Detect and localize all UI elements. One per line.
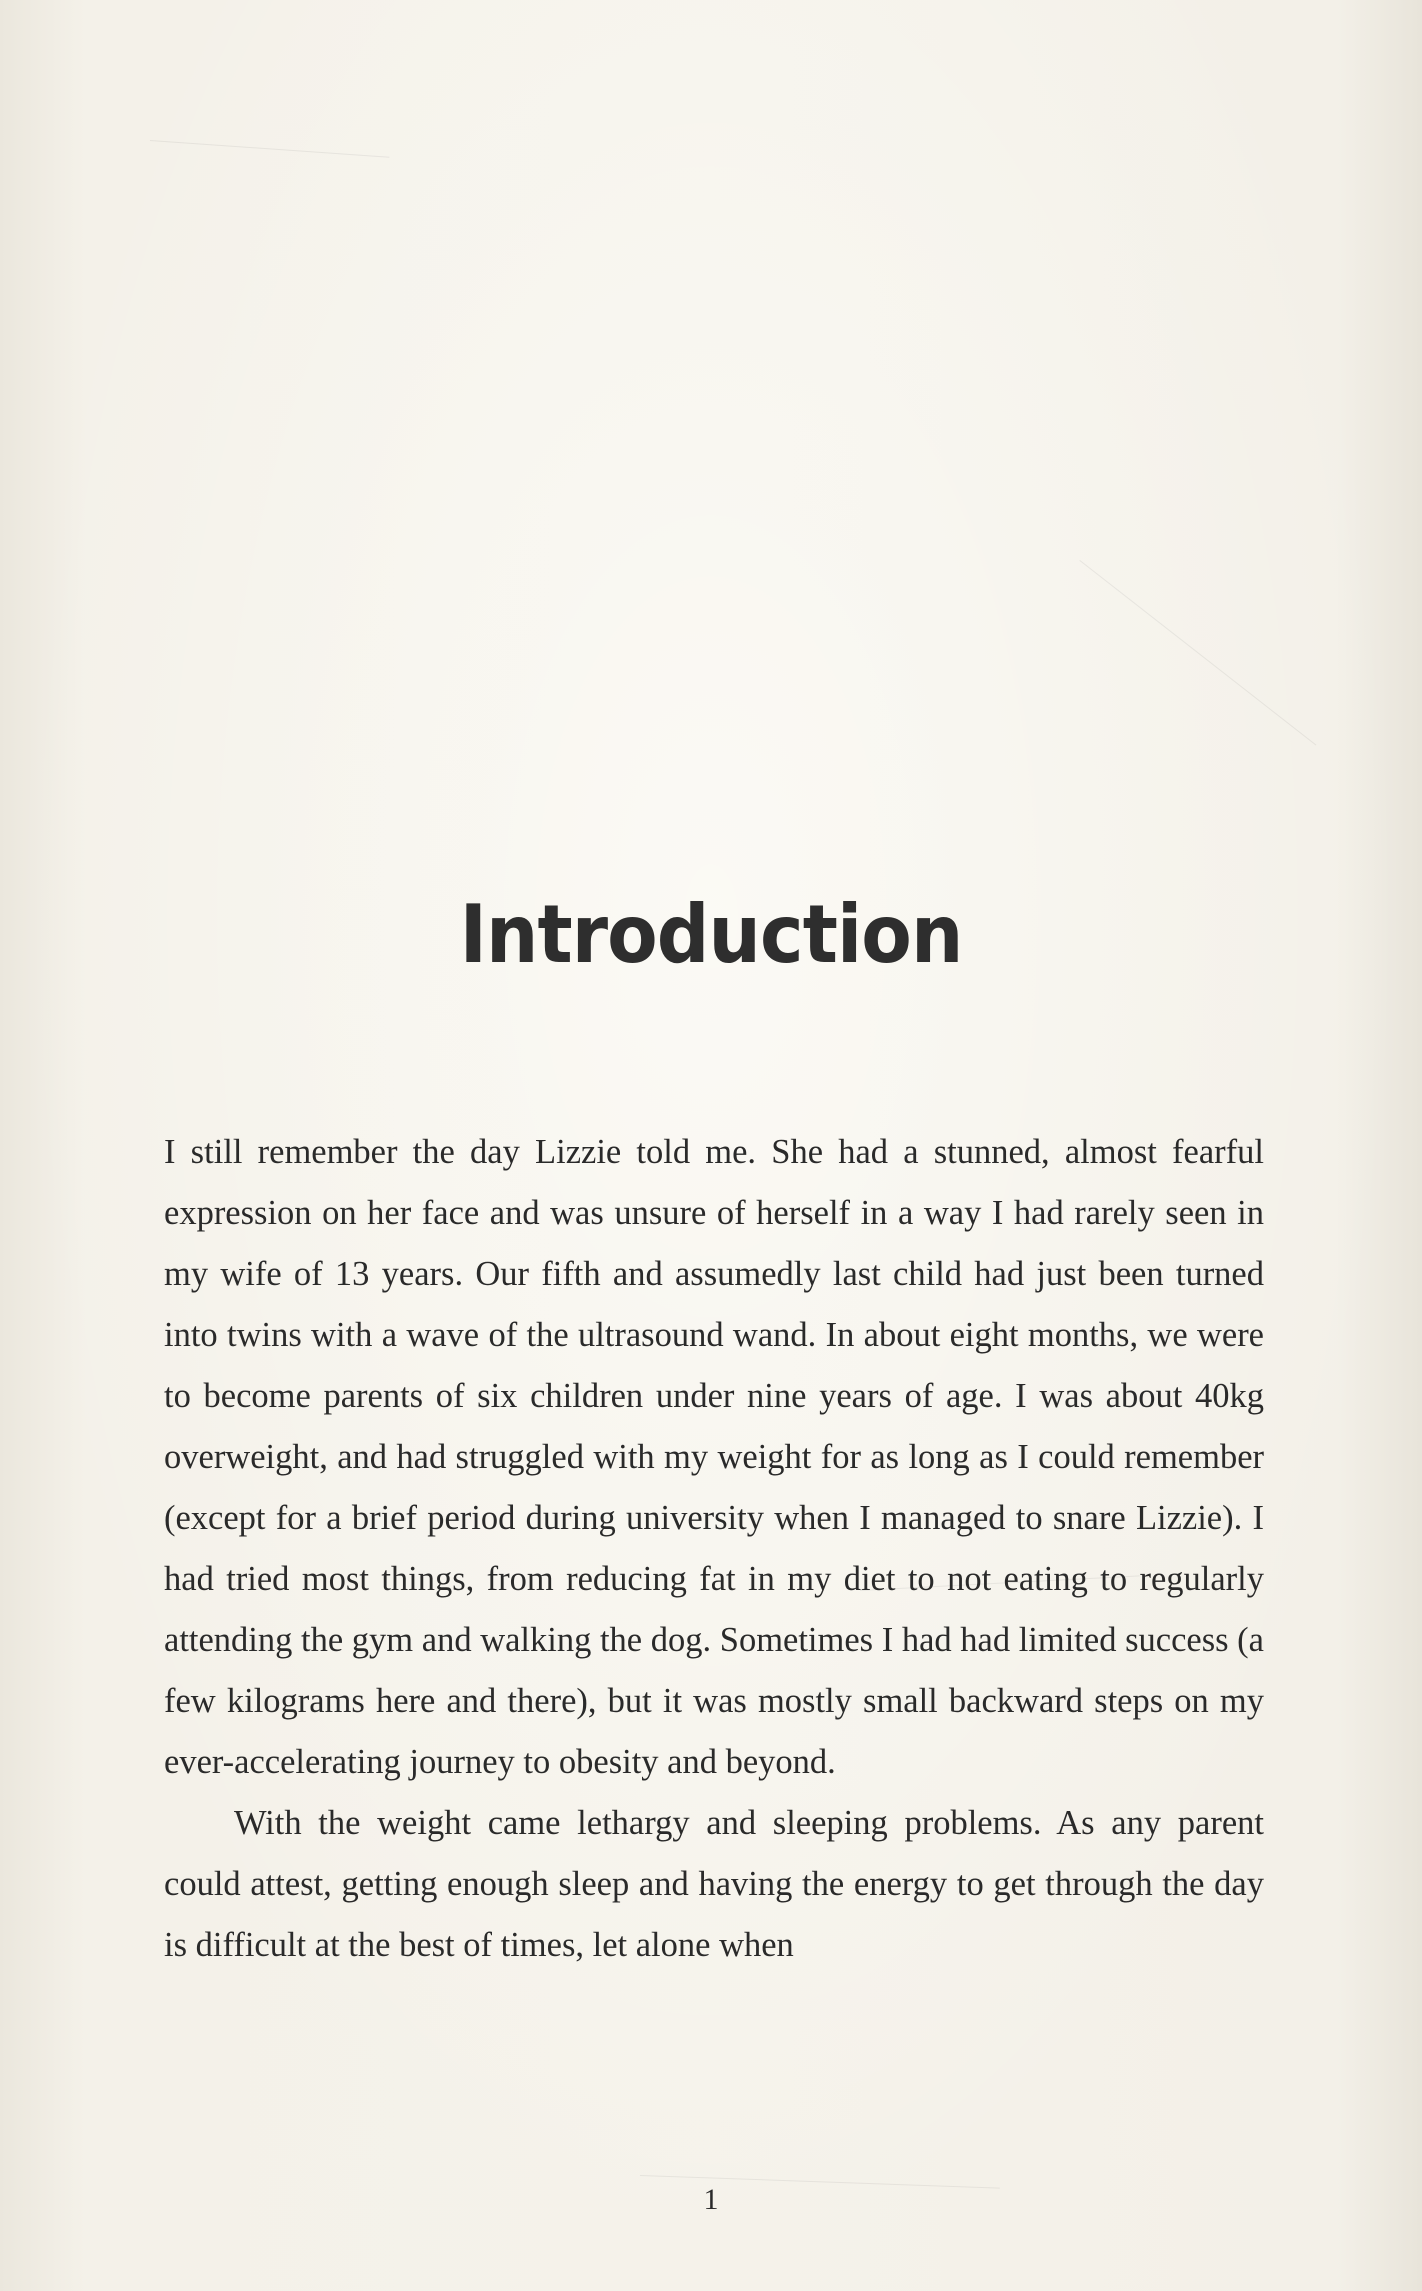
- chapter-title: Introduction: [459, 888, 963, 981]
- body-text: [164, 1122, 1264, 1976]
- paper-scuff: [150, 140, 389, 158]
- paper-scuff: [1079, 560, 1316, 745]
- page-number: 1: [703, 2183, 719, 2216]
- paragraph-1: I still remember the day Lizzie told me. She had a stunned, almost fearful expression on her face and was unsure of herself in a way I had rarely seen in my wife of 13 years. Our fifth and assumedly last child had just been turned into twins with a wave of the ultrasound wand. In about eight months, we were to become parents of six children under nine years of age. I was about 40kg overweight, and had struggled with my weight for as long as I could remember (except for a brief period during university when I managed to snare Lizzie). I had tried most things, from reducing fat in my diet to not eating to regularly attending the gym and walking the dog. Sometimes I had had limited success (a few kilograms here and there), but it was mostly small backward steps on my ever-accelerating journey to obesity and beyond.: [164, 1133, 1264, 1781]
- paragraph-2: With the weight came lethargy and sleeping problems. As any parent could attest, getting enough sleep and having the energy to get through the day is difficult at the best of times, let alone when: [164, 1804, 1264, 1964]
